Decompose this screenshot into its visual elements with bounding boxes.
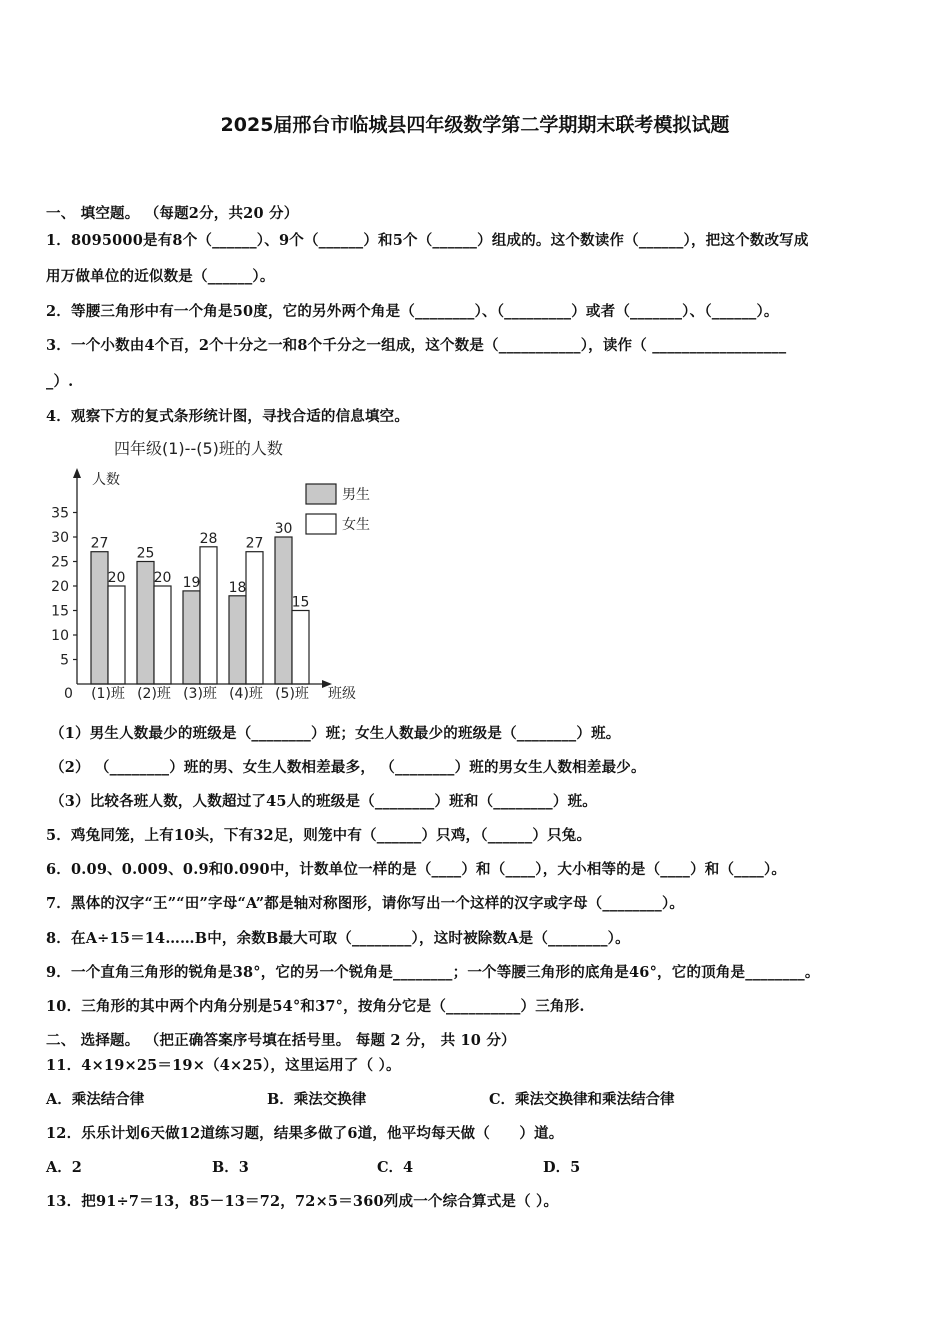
question-4-part-2: （2） （________）班的男、女生人数相差最多， （________）班的男女生人数相差最少。 xyxy=(50,759,646,776)
bar-value-label: 27 xyxy=(90,535,109,552)
question-2: 2．等腰三角形中有一个角是50度，它的另外两个角是（________）、（_________）或者（_______）、（______）。 xyxy=(46,303,779,320)
page-title: 2025届邢台市临城县四年级数学第二学期期末联考模拟试题 xyxy=(220,114,730,136)
bar-girls-4 xyxy=(246,552,263,684)
bar-value-label: 20 xyxy=(153,570,172,586)
question-10: 10．三角形的其中两个内角分别是54°和37°，按角分它是（__________）三角形. xyxy=(46,998,585,1015)
bar-boys-3 xyxy=(183,591,200,684)
x-tick-label: (2)班 xyxy=(137,686,171,702)
bar-boys-1 xyxy=(91,552,108,684)
bar-value-label: 27 xyxy=(245,535,264,552)
question-9: 9．一个直角三角形的锐角是38°，它的另一个锐角是________；一个等腰三角形的底角是46°，它的顶角是________。 xyxy=(46,964,820,981)
chart-xticks xyxy=(91,686,309,702)
question-12-option-b: B．3 xyxy=(212,1159,249,1176)
x-tick-label: (1)班 xyxy=(91,686,125,702)
chart-bars xyxy=(91,521,310,684)
legend-swatch-boys xyxy=(306,484,336,504)
legend-label-girls: 女生 xyxy=(342,517,370,533)
bar-girls-3 xyxy=(200,547,217,684)
question-11: 11．4×19×25＝19×（4×25），这里运用了（ ）。 xyxy=(46,1057,401,1074)
question-6: 6．0.09、0.009、0.9和0.090中，计数单位一样的是（____）和（____），大小相等的是（____）和（____）。 xyxy=(46,861,787,878)
question-4-part-3: （3）比较各班人数，人数超过了45人的班级是（________）班和（________）班。 xyxy=(50,793,597,810)
bar-value-label: 30 xyxy=(274,521,293,537)
bar-value-label: 18 xyxy=(228,579,247,596)
question-12-option-d: D．5 xyxy=(543,1159,581,1176)
x-tick-label: (3)班 xyxy=(183,686,217,702)
x-tick-label: (4)班 xyxy=(229,686,263,702)
y-axis-arrow xyxy=(73,468,81,478)
question-3-line-1: 3．一个小数由4个百，2个十分之一和8个千分之一组成，这个数是（___________），读作（ __________________ xyxy=(46,337,787,354)
chart-title: 四年级(1)--(5)班的人数 xyxy=(114,439,283,458)
question-4: 4．观察下方的复式条形统计图，寻找合适的信息填空。 xyxy=(46,408,410,425)
bar-value-label: 19 xyxy=(182,574,201,591)
chart-xlabel: 班级 xyxy=(328,686,356,702)
bar-value-label: 28 xyxy=(199,530,218,547)
legend-label-boys: 男生 xyxy=(342,487,370,503)
bar-boys-2 xyxy=(137,562,154,685)
x-tick-label: (5)班 xyxy=(275,686,309,702)
bar-boys-4 xyxy=(229,596,246,684)
y-tick-label: 35 xyxy=(51,505,69,522)
question-8: 8．在A÷15＝14……B中，余数B最大可取（________），这时被除数A是（________）。 xyxy=(46,930,630,947)
legend-swatch-girls xyxy=(306,514,336,534)
question-11-option-a: A．乘法结合律 xyxy=(46,1091,145,1108)
bar-value-label: 25 xyxy=(136,545,155,562)
question-12: 12．乐乐计划6天做12道练习题，结果多做了6道，他平均每天做（ ）道。 xyxy=(46,1125,564,1142)
bar-girls-1 xyxy=(108,586,125,684)
bar-girls-5 xyxy=(292,611,309,685)
chart-yticks xyxy=(51,506,77,669)
bar-girls-2 xyxy=(154,586,171,684)
y-tick-label: 30 xyxy=(51,530,69,546)
chart-legend xyxy=(306,484,370,534)
bar-value-label: 20 xyxy=(107,570,126,586)
question-7: 7．黑体的汉字“王”“田”字母“A”都是轴对称图形，请你写出一个这样的汉字或字母（________）。 xyxy=(46,895,685,912)
question-11-option-b: B．乘法交换律 xyxy=(267,1091,367,1108)
question-12-option-c: C．4 xyxy=(377,1159,414,1176)
question-1-line-1: 1．8095000是有8个（______）、9个（______）和5个（______）组成的。这个数读作（______），把这个数改写成 xyxy=(46,232,809,249)
chart-ylabel: 人数 xyxy=(92,472,120,488)
question-1-line-2: 用万做单位的近似数是（______）。 xyxy=(46,268,275,285)
question-5: 5．鸡兔同笼，上有10头，下有32足，则笼中有（______）只鸡，（______）只兔。 xyxy=(46,827,592,844)
y-tick-label: 5 xyxy=(60,652,69,669)
bar-value-label: 15 xyxy=(291,594,310,611)
question-4-part-1: （1）男生人数最少的班级是（________）班；女生人数最少的班级是（________）班。 xyxy=(50,725,621,742)
bar-chart xyxy=(40,432,380,710)
chart-origin-label: 0 xyxy=(64,686,73,702)
y-tick-label: 25 xyxy=(51,554,69,571)
section-2-heading: 二、 选择题。 （把正确答案序号填在括号里。 每题 2 分， 共 10 分） xyxy=(46,1032,516,1049)
section-1-heading: 一、 填空题。 （每题2分，共20 分） xyxy=(46,205,299,222)
question-12-option-a: A．2 xyxy=(46,1159,82,1176)
bar-boys-5 xyxy=(275,537,292,684)
question-11-option-c: C．乘法交换律和乘法结合律 xyxy=(489,1091,675,1108)
y-tick-label: 15 xyxy=(51,603,69,620)
y-tick-label: 10 xyxy=(51,628,69,644)
question-13: 13．把91÷7＝13，85－13＝72，72×5＝360列成一个综合算式是（ ）。 xyxy=(46,1193,559,1210)
y-tick-label: 20 xyxy=(51,579,69,595)
question-3-line-2: _）. xyxy=(46,373,74,390)
